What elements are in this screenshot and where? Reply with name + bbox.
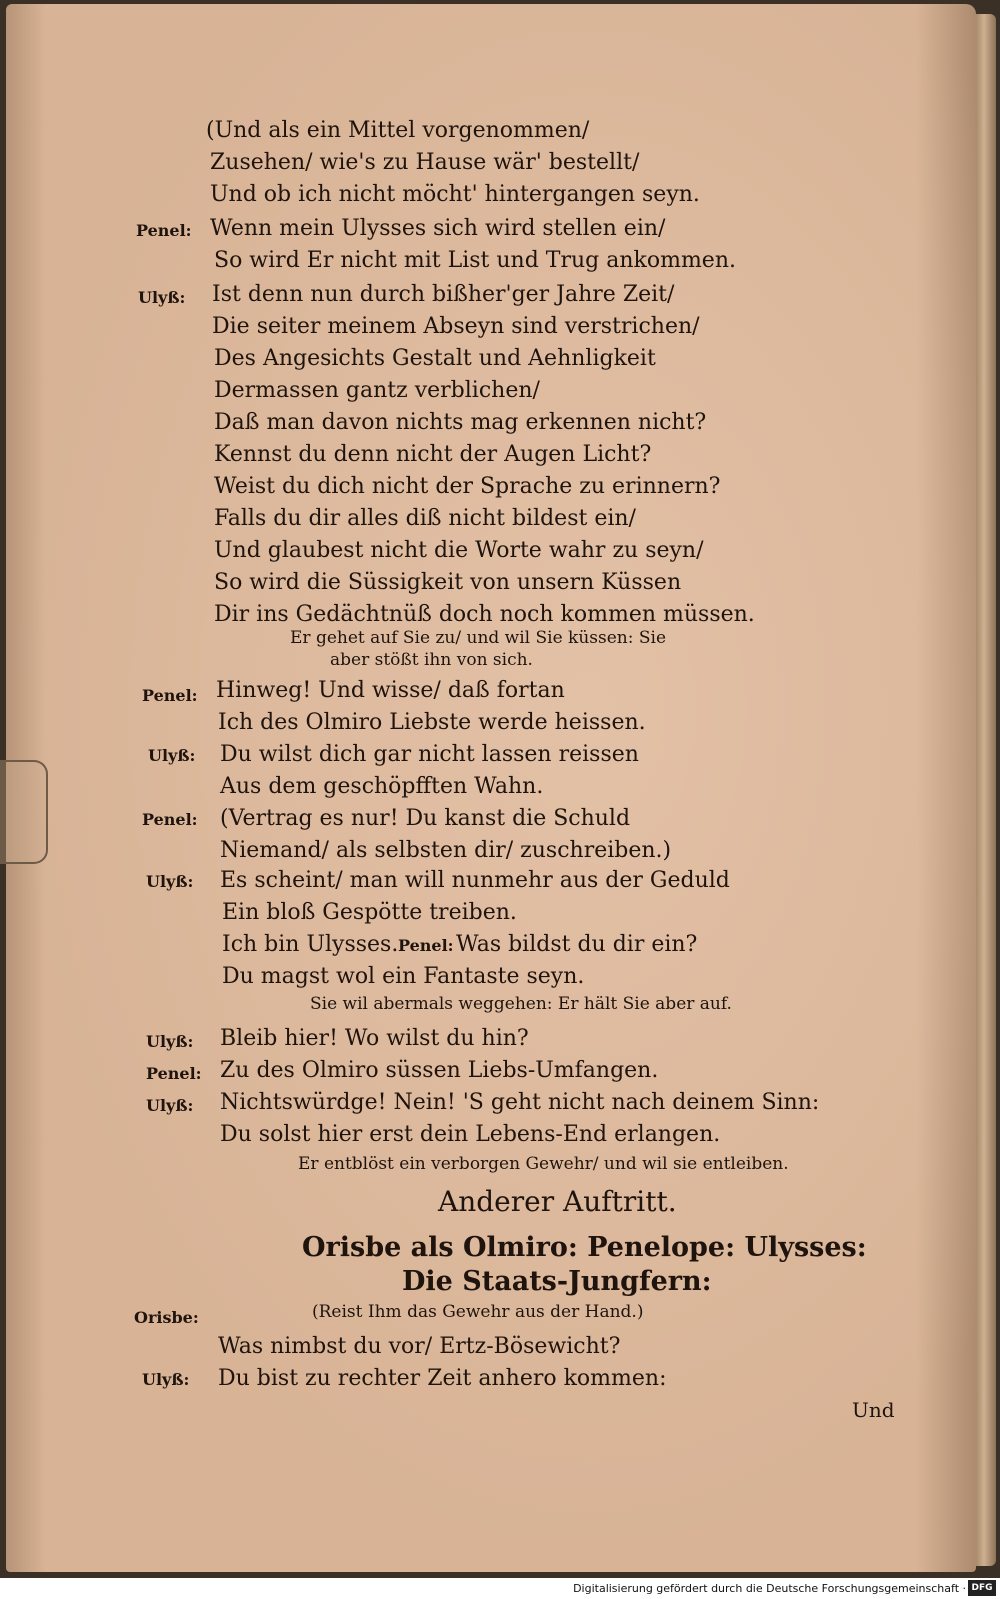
verse-line: Bleib hier! Wo wilst du hin?: [220, 1026, 529, 1051]
verse-line: So wird Er nicht mit List und Trug ankommen.: [214, 248, 736, 273]
speaker-label: Penel:: [398, 936, 454, 955]
verse-line: Und ob ich nicht möcht' hintergangen seyn.: [210, 182, 700, 207]
verse-line: Zusehen/ wie's zu Hause wär' bestellt/: [210, 150, 640, 175]
verse-line: (Und als ein Mittel vorgenommen/: [206, 118, 590, 143]
verse-line: Du magst wol ein Fantaste seyn.: [222, 964, 585, 989]
verse-line: Ein bloß Gespötte treiben.: [222, 900, 517, 925]
speaker-label: Ulyß:: [146, 1032, 194, 1051]
verse-line: Daß man davon nichts mag erkennen nicht?: [214, 410, 707, 435]
speaker-label: Ulyß:: [138, 288, 186, 307]
speaker-label: Penel:: [136, 221, 192, 240]
verse-line: Es scheint/ man will nunmehr aus der Geduld: [220, 868, 730, 893]
cast-list: Orisbe als Olmiro: Penelope: Ulysses:: [302, 1232, 867, 1263]
verse-line: Ich bin Ulysses.: [222, 932, 399, 957]
speaker-label: Ulyß:: [146, 1096, 194, 1115]
speaker-label: Ulyß:: [148, 746, 196, 765]
speaker-label: Penel:: [142, 810, 198, 829]
verse-line: Dir ins Gedächtnüß doch noch kommen müssen.: [214, 602, 755, 627]
page-edge: [976, 14, 996, 1566]
verse-line: Was bildst du dir ein?: [456, 932, 698, 957]
verse-line: Wenn mein Ulysses sich wird stellen ein/: [210, 216, 666, 241]
speaker-label: Penel:: [146, 1064, 202, 1083]
stage-direction: aber stößt ihn von sich.: [330, 650, 533, 670]
verse-line: Hinweg! Und wisse/ daß fortan: [216, 678, 565, 703]
stage-direction: Sie wil abermals weggehen: Er hält Sie aber auf.: [310, 994, 732, 1014]
speaker-label: Ulyß:: [142, 1370, 190, 1389]
verse-line: Dermassen gantz verblichen/: [214, 378, 540, 403]
verse-line: Niemand/ als selbsten dir/ zuschreiben.): [220, 838, 672, 863]
verse-line: Und glaubest nicht die Worte wahr zu seyn/: [214, 538, 704, 563]
verse-line: Du solst hier erst dein Lebens-End erlangen.: [220, 1122, 721, 1147]
verse-line: Aus dem geschöpfften Wahn.: [220, 774, 544, 799]
stage-direction: (Reist Ihm das Gewehr aus der Hand.): [312, 1302, 644, 1322]
verse-line: Was nimbst du vor/ Ertz-Bösewicht?: [218, 1334, 621, 1359]
stage-direction: Er gehet auf Sie zu/ und wil Sie küssen: Sie: [290, 628, 667, 648]
dfg-logo: DFG: [968, 1580, 996, 1596]
binding-tab: [0, 760, 48, 864]
verse-line: Die seiter meinem Abseyn sind verstrichen/: [212, 314, 700, 339]
verse-line: Du bist zu rechter Zeit anhero kommen:: [218, 1366, 667, 1391]
verse-line: Weist du dich nicht der Sprache zu erinnern?: [214, 474, 721, 499]
footer-credit: Digitalisierung gefördert durch die Deutsche Forschungsgemeinschaft ·: [573, 1582, 966, 1595]
verse-line: So wird die Süssigkeit von unsern Küssen: [214, 570, 682, 595]
verse-line: Nichtswürdge! Nein! 'S geht nicht nach deinem Sinn:: [220, 1090, 820, 1115]
scene-heading: Anderer Auftritt.: [438, 1185, 677, 1218]
speaker-label: Penel:: [142, 686, 198, 705]
verse-line: Falls du dir alles diß nicht bildest ein/: [214, 506, 636, 531]
verse-line: (Vertrag es nur! Du kanst die Schuld: [220, 806, 631, 831]
verse-line: Kennst du denn nicht der Augen Licht?: [214, 442, 652, 467]
stage-direction: Er entblöst ein verborgen Gewehr/ und wil sie entleiben.: [298, 1154, 789, 1174]
verse-line: Ich des Olmiro Liebste werde heissen.: [218, 710, 646, 735]
catchword: Und: [852, 1398, 895, 1422]
verse-line: Ist denn nun durch bißher'ger Jahre Zeit/: [212, 282, 675, 307]
speaker-label: Orisbe:: [134, 1308, 199, 1327]
speaker-label: Ulyß:: [146, 872, 194, 891]
verse-line: Des Angesichts Gestalt und Aehnligkeit: [214, 346, 656, 371]
verse-line: Zu des Olmiro süssen Liebs-Umfangen.: [220, 1058, 659, 1083]
verse-line: Du wilst dich gar nicht lassen reissen: [220, 742, 639, 767]
cast-list: Die Staats-Jungfern:: [402, 1266, 712, 1297]
